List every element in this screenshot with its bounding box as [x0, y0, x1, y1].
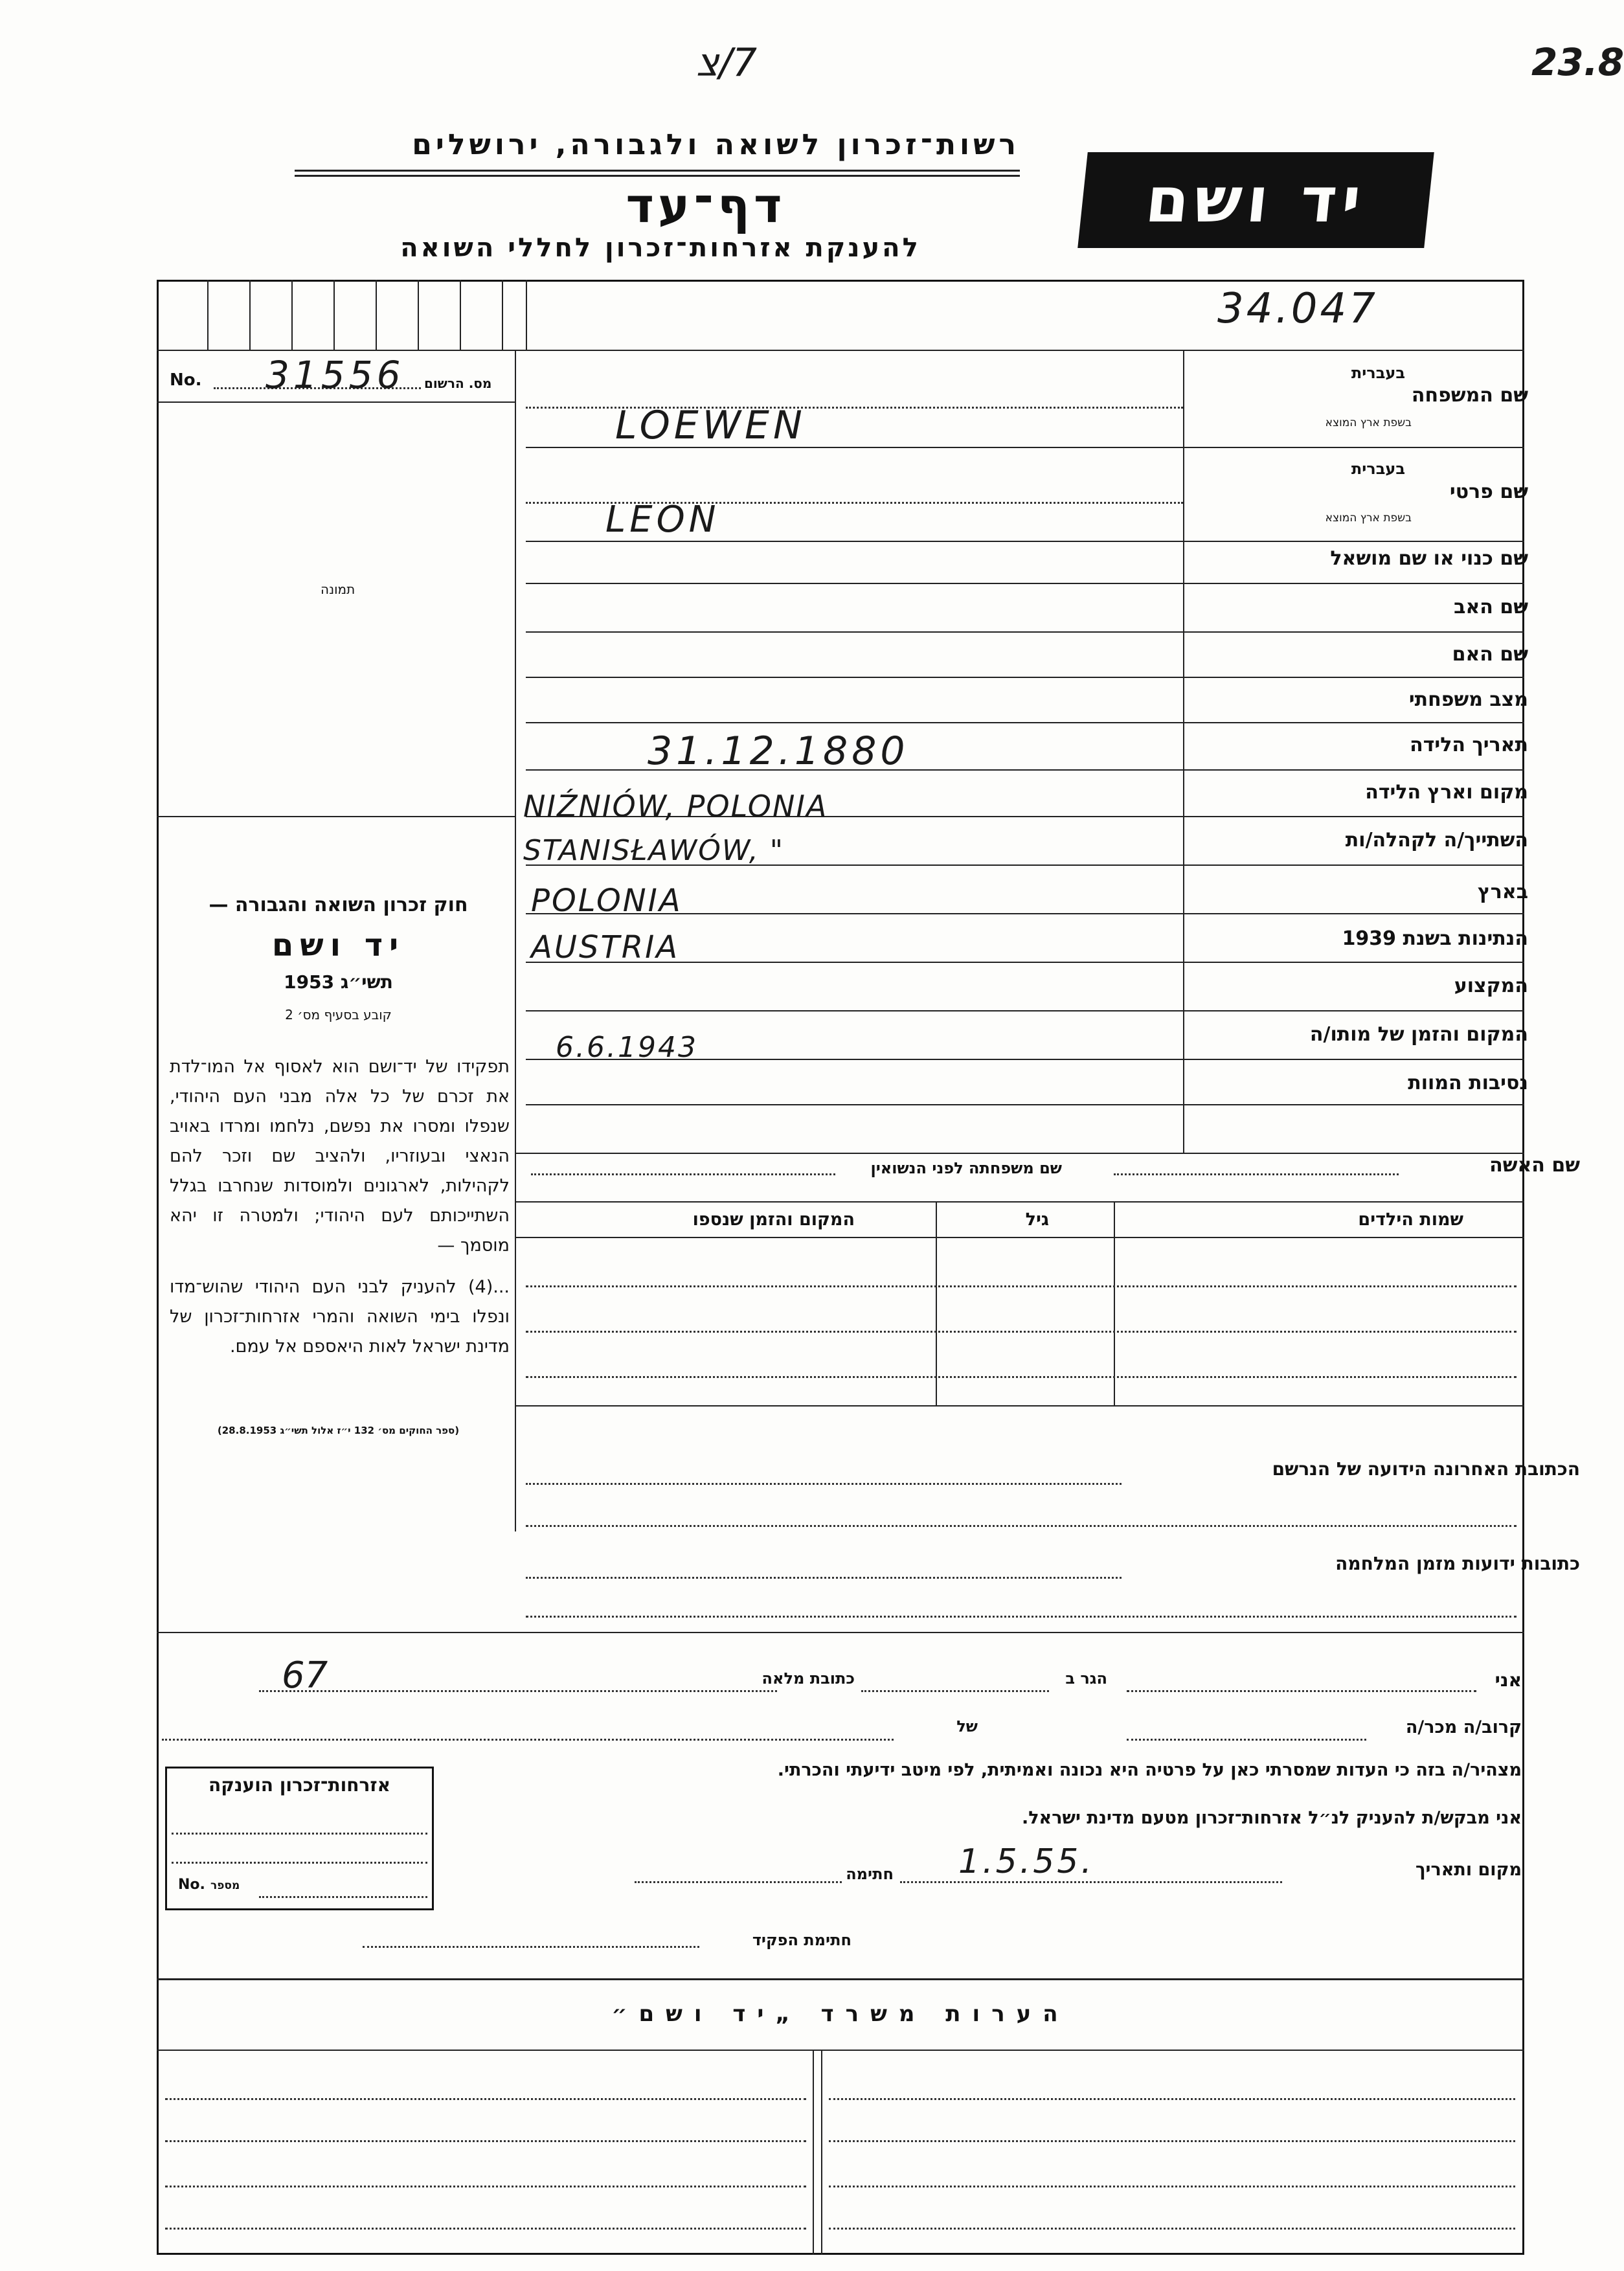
citizenship-box-number-label: מספר [210, 1879, 240, 1892]
declaration-date: 1.5.55. [958, 1842, 1094, 1881]
left-column-border [515, 350, 516, 1531]
law-paragraph-1: תפקידו של יד־ושם הוא לאסוף אל המו־לדת את זכרם של כל אלה מבני העם היהודי, שנפלו ומסרו את נפשם, נלחמו ומרדו באויב הנאצי ובעוזריו, ולהציב שם וזכר להם לקהילות, לארגונים ולמוסדות שנחרבו בגלל השתייכותם לעם היהודי; ולמטרה זו יהא מוסמך — [170, 1057, 510, 1256]
marital-label: מצב משפחתי [1408, 688, 1528, 711]
death-date-value: 6.6.1943 [556, 1031, 698, 1064]
war-address-line-2 [526, 1616, 1517, 1618]
strip-tick-5 [376, 280, 377, 350]
law-paragraph-2: ...(4) להעניק לבני העם היהודי שהוש־מדו ונפלו בימי השואה והמרי אזרחות־זכרון של מדינת ישראל לאות היאספם אל עמם. [170, 1277, 510, 1357]
last-address-line-2 [526, 1525, 1517, 1527]
war-addresses-label: כתובות ידועות מזמן המלחמה [1335, 1553, 1580, 1574]
surname-latin-value: LOEWEN [615, 403, 806, 448]
full-address-dots [259, 1690, 777, 1692]
residing-dots [861, 1690, 1049, 1692]
office-notes-divider-2 [821, 2050, 822, 2255]
citizenship-granted-title: אזרחות־זכרון הוענקה [209, 1774, 390, 1796]
relative-dots [1127, 1739, 1366, 1741]
wife-maiden-label: שם משפחתה לפני הנשואין [870, 1159, 1062, 1177]
children-table-bottom [515, 1405, 1524, 1407]
father-row-bottom [526, 631, 1524, 633]
birth-date-label: תאריך הלידה [1410, 734, 1528, 756]
authority-title: רשות־זכרון לשואה ולגבורה, ירושלים [412, 128, 1020, 161]
marital-row-bottom [526, 722, 1524, 723]
request-text: אני מבקש/ת להעניק לנ״ל אזרחות־זכרון מטעם מדינת ישראל. [1021, 1808, 1522, 1828]
first-name-row-bottom [526, 541, 1524, 542]
citizenship-box-no-label: No. [178, 1877, 205, 1893]
strip-tick-7 [460, 280, 461, 350]
wife-label: שם האשה [1489, 1154, 1580, 1177]
circumstances-row-bottom [526, 1104, 1524, 1105]
law-citation: (ספר החוקים מס׳ 132 י״ז אלול תשי״ג 28.8.1953) [217, 1425, 460, 1436]
of-label: של [956, 1717, 978, 1735]
office-notes-line-5 [165, 2186, 806, 2187]
office-notes-line-7 [165, 2228, 806, 2230]
war-address-line-1 [526, 1577, 1122, 1579]
wife-row-bottom [515, 1201, 1524, 1203]
strip-tick-2 [249, 280, 251, 350]
office-notes-top [157, 1978, 1524, 1980]
authority-underline-2 [295, 175, 1020, 177]
profession-label: המקצוע [1454, 975, 1528, 997]
office-notes-title: הערות משרד „יד ושם״ [611, 2001, 1070, 2027]
last-address-label: הכתובת האחרונה הידועה של הנרשם [1272, 1458, 1580, 1480]
community-label: השתייך/ה לקהלה/ות [1345, 829, 1528, 852]
surname-label: שם המשפחה [1411, 384, 1528, 407]
signature-dots [635, 1881, 842, 1883]
children-row-1 [526, 1285, 1517, 1287]
strip-tick-8 [502, 280, 503, 350]
law-name: יד ושם [271, 927, 405, 964]
children-age-header: גיל [1025, 1210, 1049, 1230]
authority-underline-1 [295, 170, 1020, 172]
office-notes-line-3 [165, 2140, 806, 2142]
declarant-i-label: אני [1494, 1669, 1522, 1691]
address-number: 67 [282, 1655, 328, 1697]
wife-dots [1114, 1173, 1399, 1175]
full-address-label: כתובת מלאה [761, 1669, 855, 1688]
address-section-bottom [157, 1632, 1524, 1633]
top-mark-right: 23.8 [1531, 40, 1624, 84]
strip-divider [526, 280, 527, 350]
first-name-label: שם פרטי [1449, 480, 1528, 503]
strip-tick-3 [291, 280, 293, 350]
place-date-dots [900, 1881, 1282, 1883]
declaration-text: מצהיר/ה בזה כי העדות שמסרתי כאן על פרטיה היא נכונה ואמיתית, לפי מיטב ידיעתי והכרתי. [777, 1760, 1522, 1780]
children-col-1 [936, 1201, 937, 1405]
country-value: POLONIA [531, 883, 682, 919]
residing-label: הגר ב [1065, 1669, 1107, 1688]
first-name-latin-value: LEON [605, 499, 720, 541]
first-name-origin-label: בשפת ארץ המוצא [1325, 512, 1412, 525]
children-header-bottom [515, 1237, 1524, 1238]
citizenship-box-number-dots [259, 1896, 427, 1898]
registration-label: מס. הרשום [424, 376, 492, 391]
children-row-3 [526, 1376, 1517, 1378]
form-frame [157, 280, 1524, 2255]
first-name-hebrew-label: בעברית [1351, 460, 1405, 478]
citizenship-box-line-1 [172, 1833, 427, 1835]
strip-tick-4 [333, 280, 335, 350]
yad-vashem-logo [1077, 152, 1434, 248]
officer-signature-dots [363, 1946, 699, 1948]
registration-box-bottom [157, 401, 515, 403]
of-dots [162, 1739, 894, 1741]
last-address-line-1 [526, 1483, 1122, 1485]
community-value: STANISŁAWÓW, " [523, 834, 785, 867]
office-notes-divider-1 [813, 2050, 814, 2255]
children-row-2 [526, 1331, 1517, 1333]
nickname-row-bottom [526, 583, 1524, 584]
law-year: תשי״ג 1953 [284, 971, 393, 993]
mother-label: שם האם [1452, 643, 1528, 666]
form-title: דף־עד [626, 178, 786, 234]
declarant-name-dots [1127, 1690, 1476, 1692]
personal-section-bottom [515, 1153, 1524, 1154]
top-mark-left: 7/צ [696, 40, 757, 85]
mother-row-bottom [526, 677, 1524, 678]
birth-place-value: NIŹNIÓW, POLONIA [523, 789, 828, 824]
citizenship-1939-label: הנתינות בשנת 1939 [1342, 927, 1528, 950]
photo-label: תמונה [321, 582, 355, 597]
photo-box-bottom [157, 816, 515, 817]
birth-date-value: 31.12.1880 [648, 729, 909, 774]
circumstances-label: נסיבות המוות [1408, 1072, 1528, 1094]
label-column-border [1183, 350, 1184, 1153]
place-date-label: מקום ותאריך [1415, 1860, 1522, 1880]
nickname-label: שם כנוי או שם מושאל [1330, 547, 1528, 570]
citizenship-value: AUSTRIA [531, 929, 680, 966]
office-notes-line-4 [829, 2140, 1515, 2142]
registration-number: 31556 [265, 353, 405, 397]
children-col-2 [1114, 1201, 1115, 1405]
logo-text: יד ושם [1142, 164, 1370, 236]
death-place-time-label: המקום והזמן של מותו/ה [1309, 1023, 1528, 1046]
office-notes-header-bottom [157, 2050, 1524, 2051]
surname-origin-label: בשפת ארץ המוצא [1325, 416, 1412, 429]
form-subtitle: להענקת אזרחות־זכרון לחללי השואה [400, 233, 921, 263]
children-place-header: המקום והזמן שנספו [692, 1210, 855, 1230]
strip-tick-6 [418, 280, 419, 350]
relative-label: קרוב/ה מכר/ה [1405, 1717, 1522, 1737]
office-notes-line-1 [165, 2098, 806, 2100]
header-strip-bottom [157, 350, 1524, 351]
wife-maiden-dots [531, 1173, 835, 1175]
father-label: שם האב [1454, 596, 1528, 618]
office-notes-line-6 [829, 2186, 1515, 2187]
law-clause: קובע בסעיף מס׳ 2 [285, 1007, 392, 1023]
birth-place-label: מקום וארץ הלידה [1365, 781, 1528, 804]
surname-hebrew-label: בעברית [1351, 364, 1405, 382]
office-notes-line-8 [829, 2228, 1515, 2230]
registration-no-label: No. [170, 370, 202, 390]
strip-tick-1 [207, 280, 209, 350]
citizenship-box-line-2 [172, 1862, 427, 1864]
officer-signature-label: חתימת הפקיד [752, 1931, 851, 1949]
profession-row-bottom [526, 1010, 1524, 1011]
office-notes-line-2 [829, 2098, 1515, 2100]
law-heading: חוק זכרון השואה והגבורה — [209, 894, 468, 916]
children-names-header: שמות הילדים [1358, 1210, 1463, 1230]
country-label: בארץ [1477, 881, 1528, 903]
top-number: 34.047 [1217, 285, 1378, 333]
signature-label: חתימה [846, 1865, 894, 1883]
